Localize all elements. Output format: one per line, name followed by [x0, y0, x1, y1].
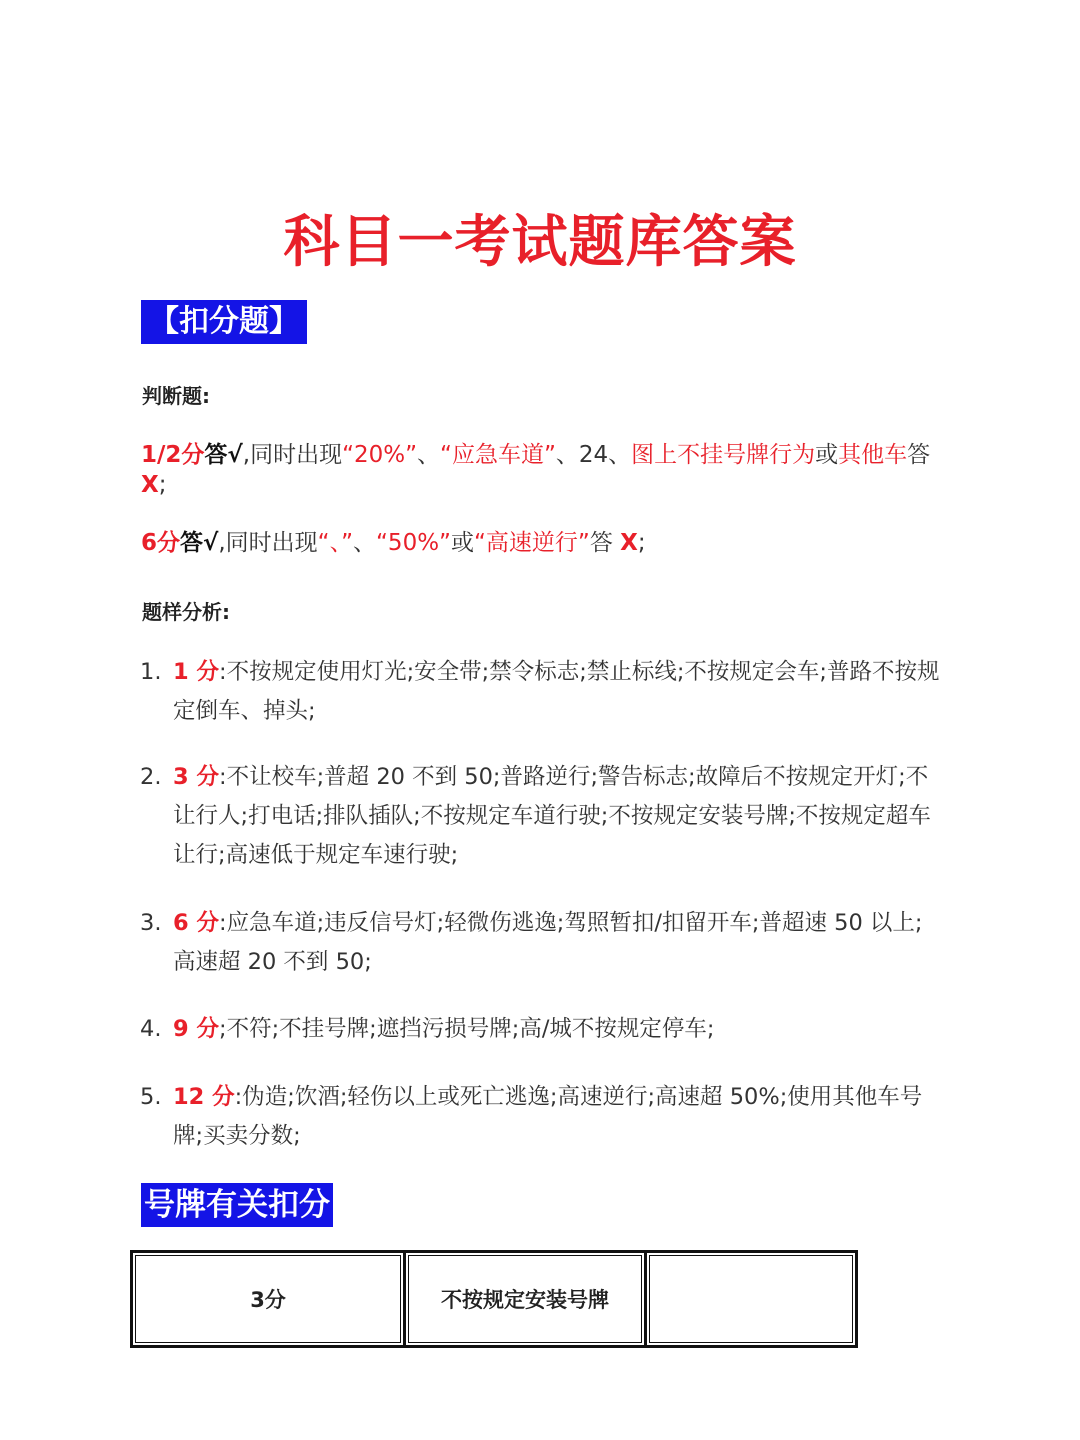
table-cell-description: 不按规定安装号牌 — [405, 1252, 646, 1347]
page-title: 科目一考试题库答案 — [283, 210, 797, 275]
list-item-number: 1. — [140, 659, 162, 685]
list-item-number: 4. — [140, 1016, 162, 1042]
list-item-points: 9 分 — [173, 1016, 219, 1042]
list-item — [140, 904, 940, 982]
list-item-number: 3. — [140, 910, 162, 936]
table-cell-points: 3分 — [132, 1252, 405, 1347]
list-item-points: 1 分 — [173, 659, 219, 685]
rule-2-x-mark: X — [620, 530, 638, 556]
rule-1-points: 1/2分 — [141, 442, 205, 468]
table-cell-empty — [646, 1252, 857, 1347]
list-item-number: 5. — [140, 1084, 162, 1110]
rule-1-answer-text: 答 — [907, 442, 931, 468]
rule-1-answer: 答√ — [204, 442, 243, 468]
rule-1 — [141, 440, 961, 500]
rule-2-quote-1: “、” — [317, 530, 354, 556]
section-label-plates: 号牌有关扣分 — [141, 1183, 333, 1227]
list-item-text: :不按规定使用灯光;安全带;禁令标志;禁止标线;不按规定会车;普路不按规定倒车、掉头; — [173, 659, 940, 724]
rule-1-text: ,同时出现 — [242, 442, 343, 468]
list-item — [140, 1010, 940, 1049]
rule-2-text: ,同时出现 — [218, 530, 318, 556]
list-item — [140, 653, 940, 731]
rule-2-or: 或 — [450, 530, 474, 556]
rule-1-quote-4: 其他车 — [838, 442, 908, 468]
list-item-points: 6 分 — [173, 910, 219, 936]
list-item-number: 2. — [140, 764, 162, 790]
rule-1-quote-2: “应急车道” — [440, 442, 556, 468]
rule-2-points: 6分 — [141, 530, 181, 556]
plate-deduction-table — [130, 1250, 858, 1348]
rule-2-quote-3: “高速逆行” — [473, 530, 590, 556]
list-item-points: 12 分 — [173, 1084, 235, 1110]
rule-2-sep: 、 — [353, 530, 377, 556]
rule-1-quote-3: 图上不挂号牌行为 — [631, 442, 816, 468]
table-row — [132, 1252, 857, 1347]
section-label-deduction: 【扣分题】 — [141, 300, 307, 344]
rule-1-quote-1: “20%” — [342, 442, 418, 468]
rule-2-answer: 答√ — [180, 530, 219, 556]
rule-2-quote-2: “50%” — [376, 530, 451, 556]
rule-2-end: ; — [637, 530, 646, 556]
list-item — [140, 1078, 940, 1156]
rule-1-or: 或 — [815, 442, 839, 468]
list-item — [140, 758, 940, 875]
list-item-points: 3 分 — [173, 764, 219, 790]
rule-2-answer-text: 答 — [589, 530, 613, 556]
list-item-text: :伪造;饮酒;轻伤以上或死亡逃逸;高速逆行;高速超 50%;使用其他车号牌;买卖分数; — [173, 1084, 923, 1149]
rule-1-text-2: 、24、 — [555, 442, 632, 468]
list-item-text: :应急车道;违反信号灯;轻微伤逃逸;驾照暂扣/扣留开车;普超速 50 以上;高速超 20 不到 50; — [173, 910, 923, 975]
rule-1-end: ; — [158, 472, 167, 498]
judge-heading: 判断题: — [142, 384, 210, 408]
rule-2 — [141, 528, 961, 558]
list-item-text: :不让校车;普超 20 不到 50;普路逆行;警告标志;故障后不按规定开灯;不让行人;打电话;排队插队;不按规定车道行驶;不按规定安装号牌;不按规定超车让行;高速低于规定车速行驶; — [173, 764, 931, 868]
analysis-heading: 题样分析: — [142, 600, 230, 624]
rule-1-sep: 、 — [417, 442, 441, 468]
list-item-text: ;不符;不挂号牌;遮挡污损号牌;高/城不按规定停车; — [219, 1016, 715, 1042]
rule-1-x-mark: X — [141, 472, 159, 498]
